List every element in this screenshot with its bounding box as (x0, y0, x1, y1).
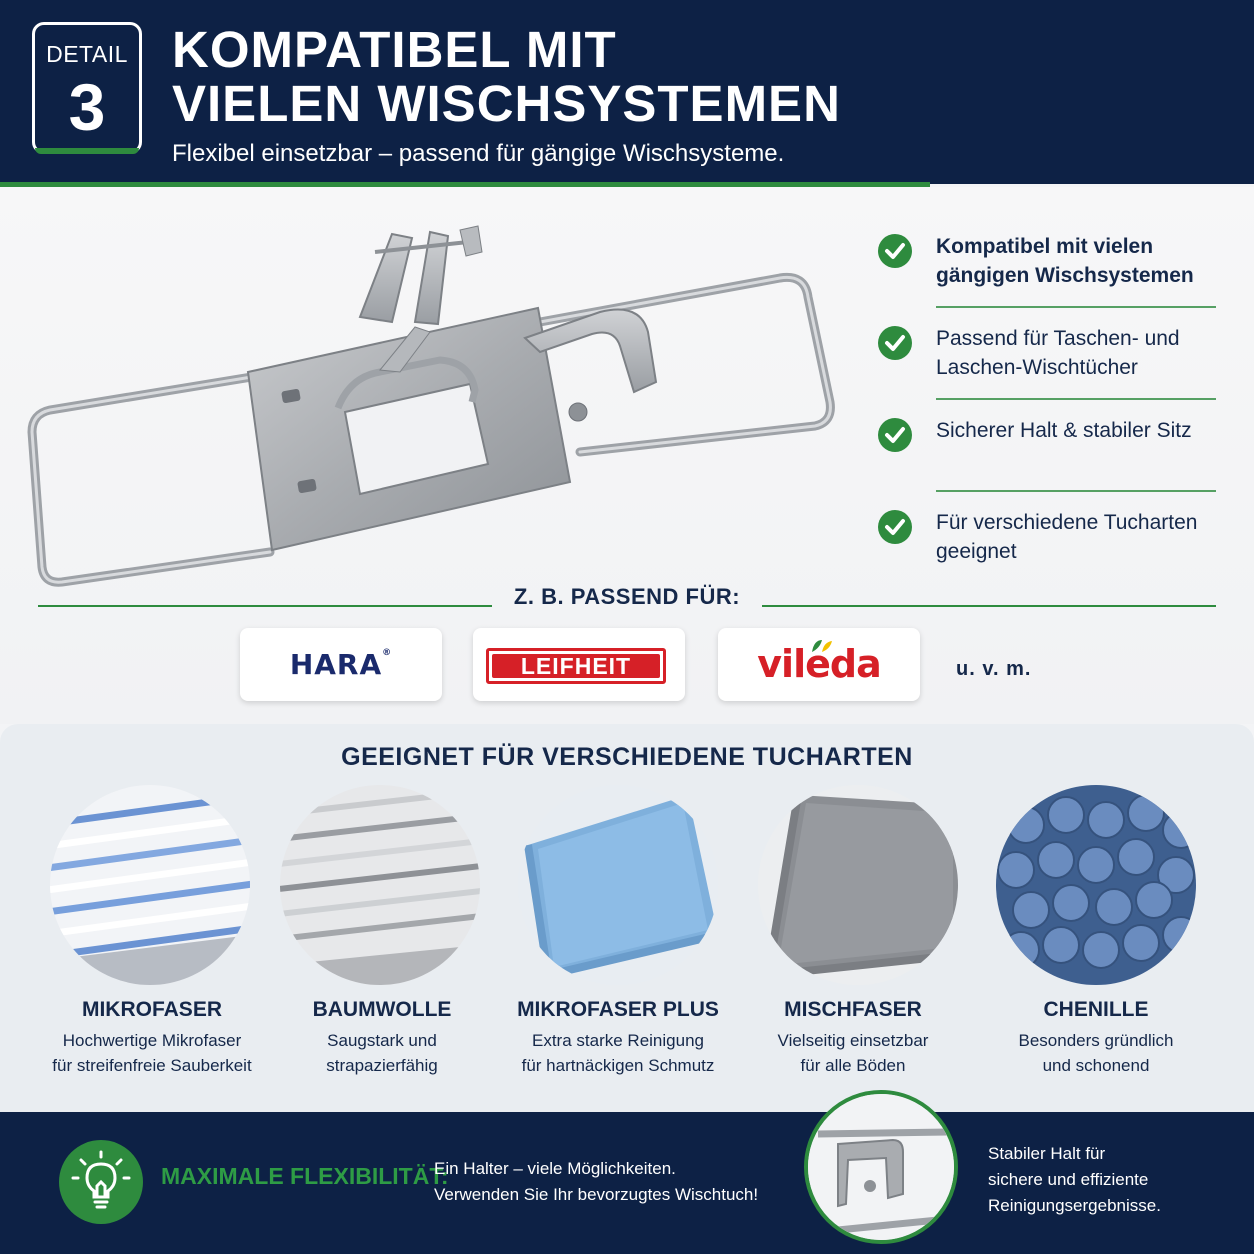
cloth-desc-line: Hochwertige Mikrofaser (62, 1031, 242, 1050)
blended-fiber-image (758, 785, 958, 985)
cloth-desc-line: und schonend (1042, 1056, 1150, 1075)
mop-holder-image (20, 212, 850, 592)
cloth-description (728, 1028, 978, 1078)
flexibility-heading: MAXIMALE FLEXIBILITÄT: (161, 1163, 449, 1189)
cloth-desc-line: für hartnäckigen Schmutz (521, 1056, 715, 1075)
cloth-title: BAUMWOLLE (312, 998, 452, 1021)
cloth-description (27, 1028, 277, 1078)
compat-divider-left (38, 605, 492, 607)
feature-text: Passend für Taschen- und Laschen-Wischtücher (936, 327, 1180, 379)
page-title-line2: VIELEN WISCHSYSTEMEN (172, 75, 841, 132)
stability-text (988, 1141, 1161, 1219)
more-brands-label: u. v. m. (956, 658, 1032, 680)
vileda-logo-text: vileda (757, 642, 881, 686)
feature-divider (936, 490, 1216, 492)
hara-logo-text: HARA (289, 648, 383, 681)
cotton-image (280, 785, 480, 985)
microfiber-plus-image (518, 785, 718, 985)
flexibility-line: Verwenden Sie Ihr bevorzugtes Wischtuch! (434, 1185, 759, 1204)
detail-number: 3 (68, 70, 106, 144)
compat-heading: Z. B. PASSEND FÜR: (513, 584, 741, 609)
detail-label: DETAIL (46, 41, 128, 67)
microfiber-image (50, 785, 250, 985)
check-icon (878, 418, 912, 452)
cloth-description (257, 1028, 507, 1078)
leifheit-logo-card (473, 628, 685, 701)
cloth-title: MIKROFASER (81, 998, 222, 1021)
detail-badge-underline (35, 148, 139, 154)
flexibility-line: Ein Halter – viele Möglichkeiten. (434, 1159, 676, 1178)
detail-badge (32, 22, 142, 154)
page-title-line1: KOMPATIBEL MIT (172, 21, 617, 78)
stability-line: Stabiler Halt für (988, 1144, 1106, 1163)
cloth-desc-line: Saugstark und (327, 1031, 437, 1050)
cloth-desc-line: für streifenfreie Sauberkeit (52, 1056, 252, 1075)
stability-line: Reinigungsergebnisse. (988, 1196, 1161, 1215)
leifheit-logo (486, 648, 666, 684)
check-icon (878, 234, 912, 268)
cloth-desc-line: Besonders gründlich (1018, 1031, 1174, 1050)
cloth-desc-line: Extra starke Reinigung (532, 1031, 704, 1050)
check-icon (878, 326, 912, 360)
hara-logo: HARA® (289, 648, 393, 681)
check-icon (878, 510, 912, 544)
hara-logo-card (240, 628, 442, 701)
cloth-title: MIKROFASER PLUS (517, 998, 719, 1021)
cloth-description (971, 1028, 1221, 1078)
lightbulb-icon (59, 1140, 143, 1224)
cloth-types-heading: GEEIGNET FÜR VERSCHIEDENE TUCHARTEN (341, 743, 913, 771)
cloth-title: CHENILLE (1043, 998, 1149, 1021)
compat-divider-right (762, 605, 1216, 607)
page-subtitle: Flexibel einsetzbar – passend für gängige Wischsysteme. (172, 140, 785, 167)
flexibility-text (434, 1156, 758, 1208)
stability-line: sichere und effiziente (988, 1170, 1149, 1189)
cloth-desc-line: für alle Böden (800, 1056, 906, 1075)
feature-text: Für verschiedene Tucharten geeignet (936, 511, 1198, 563)
chenille-image (996, 785, 1196, 985)
cloth-desc-line: strapazierfähig (326, 1056, 438, 1075)
leifheit-logo-text: LEIFHEIT (492, 654, 660, 678)
feature-text: Sicherer Halt & stabiler Sitz (936, 419, 1192, 442)
cloth-description (493, 1028, 743, 1078)
cloth-title: MISCHFASER (784, 998, 922, 1021)
vileda-logo-card (718, 628, 920, 701)
cloth-desc-line: Vielseitig einsetzbar (777, 1031, 929, 1050)
feature-text: Kompatibel mit vielen gängigen Wischsystemen (936, 235, 1194, 287)
feature-divider (936, 306, 1216, 308)
clamp-closeup-image (804, 1090, 958, 1244)
feature-divider (936, 398, 1216, 400)
